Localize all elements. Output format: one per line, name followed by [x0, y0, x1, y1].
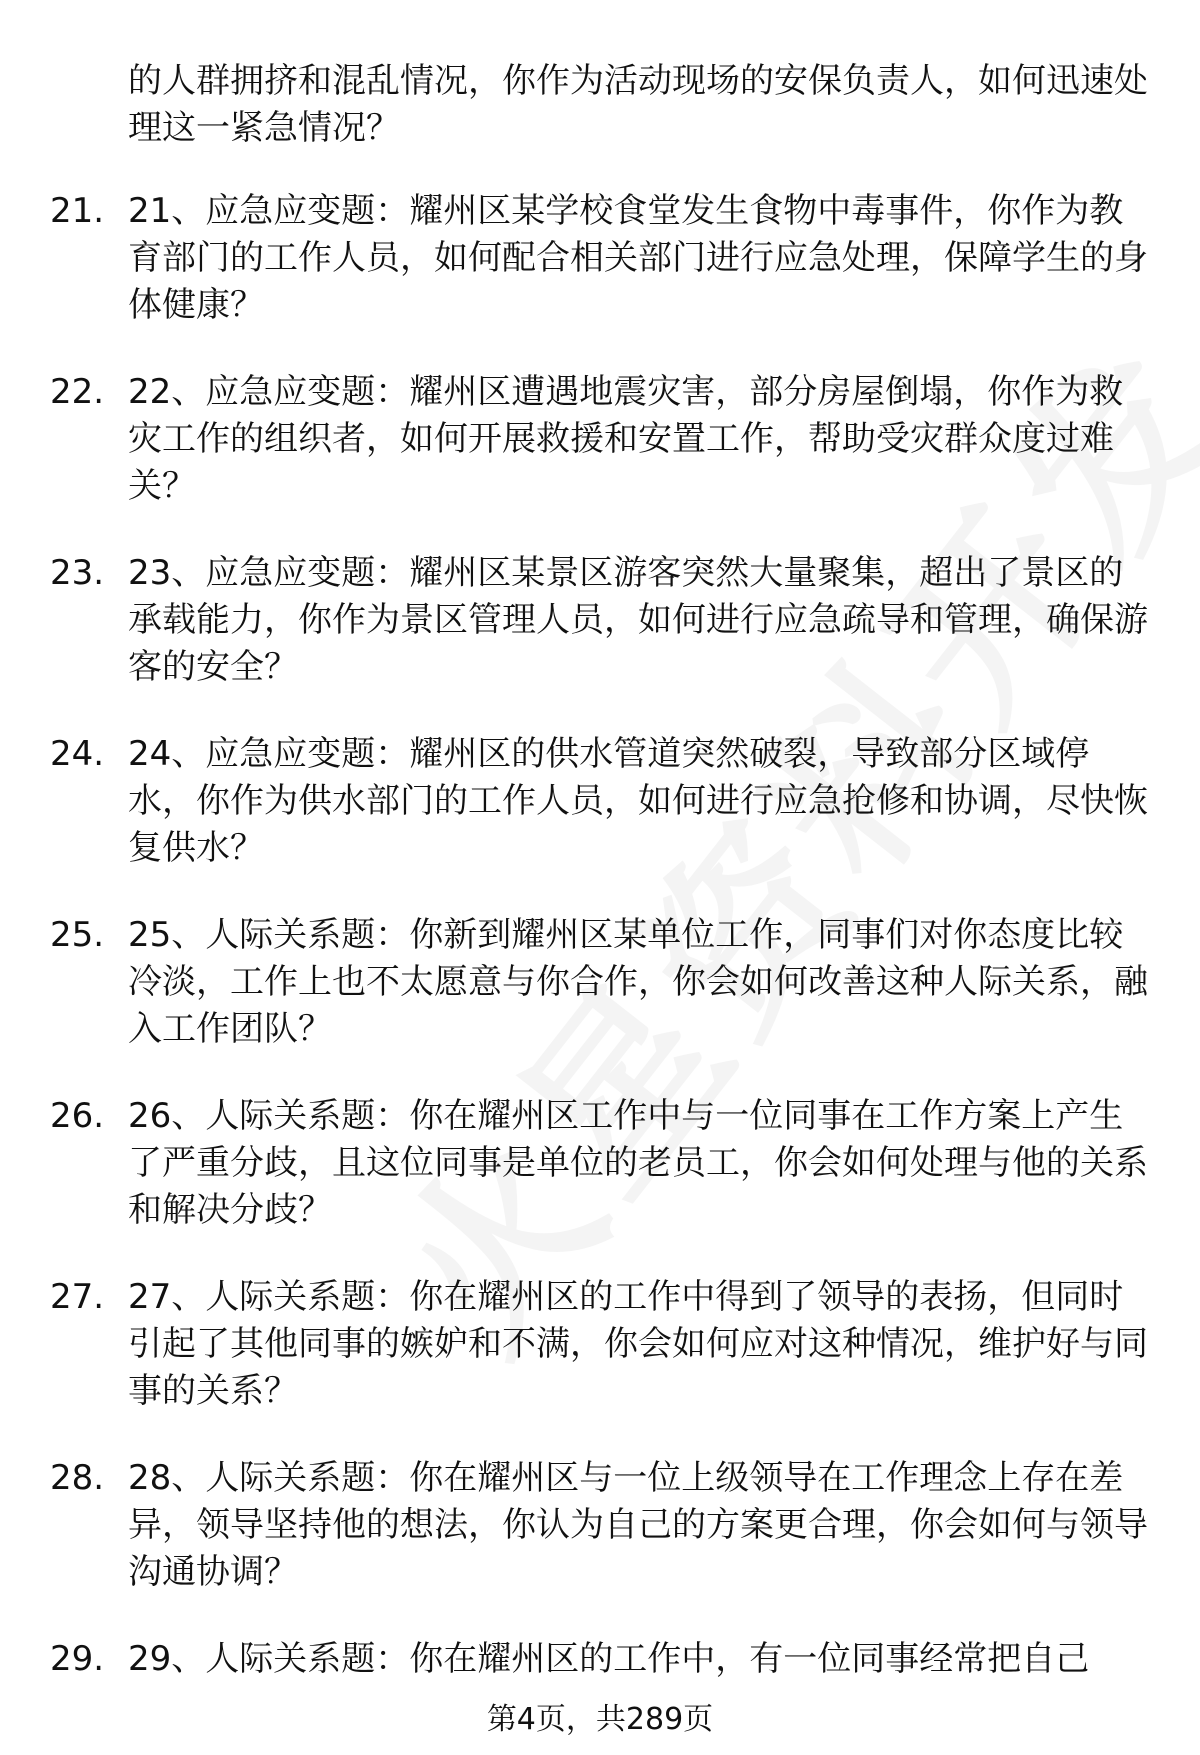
list-item-number: 29. — [50, 1639, 105, 1679]
list-item-text: 21、应急应变题：耀州区某学校食堂发生食物中毒事件，你作为教育部门的工作人员，如何配合相关部门进行应急处理，保障学生的身体健康？ — [128, 191, 1148, 325]
list-item-text: 27、人际关系题：你在耀州区的工作中得到了领导的表扬，但同时引起了其他同事的嫉妒和不满，你会如何应对这种情况，维护好与同事的关系？ — [128, 1277, 1148, 1411]
list-item-text: 25、人际关系题：你新到耀州区某单位工作，同事们对你态度比较冷淡，工作上也不太愿意与你合作，你会如何改善这种人际关系，融入工作团队？ — [128, 915, 1148, 1049]
list-item-number: 21. — [50, 191, 105, 231]
question-list — [0, 188, 1200, 1723]
list-item-number: 28. — [50, 1458, 105, 1498]
list-item — [0, 550, 1200, 691]
list-item-text: 28、人际关系题：你在耀州区与一位上级领导在工作理念上存在差异，领导坚持他的想法，你认为自己的方案更合理，你会如何与领导沟通协调？ — [128, 1458, 1148, 1592]
continued-paragraph: 的人群拥挤和混乱情况，你作为活动现场的安保负责人，如何迅速处理这一紧急情况？ — [128, 61, 1148, 148]
list-item — [0, 731, 1200, 872]
list-item-number: 25. — [50, 915, 105, 955]
list-item-number: 22. — [50, 372, 105, 412]
page-number-footer: 第4页，共289页 — [486, 1702, 714, 1737]
list-item-number: 24. — [50, 734, 105, 774]
list-item-number: 26. — [50, 1096, 105, 1136]
list-item-number: 27. — [50, 1277, 105, 1317]
list-item — [0, 1274, 1200, 1415]
list-item — [0, 1636, 1200, 1683]
list-item-text: 29、人际关系题：你在耀州区的工作中，有一位同事经常把自己 — [128, 1639, 1090, 1679]
list-item — [0, 912, 1200, 1053]
list-item-text: 22、应急应变题：耀州区遭遇地震灾害，部分房屋倒塌，你作为救灾工作的组织者，如何开展救援和安置工作，帮助受灾群众度过难关？ — [128, 372, 1124, 506]
list-item — [0, 1093, 1200, 1234]
list-item — [0, 188, 1200, 329]
list-item-text: 24、应急应变题：耀州区的供水管道突然破裂，导致部分区域停水，你作为供水部门的工作人员，如何进行应急抢修和协调，尽快恢复供水？ — [128, 734, 1148, 868]
list-item — [0, 1455, 1200, 1596]
list-item-number: 23. — [50, 553, 105, 593]
list-item-text: 26、人际关系题：你在耀州区工作中与一位同事在工作方案上产生了严重分歧，且这位同事是单位的老员工，你会如何处理与他的关系和解决分歧？ — [128, 1096, 1148, 1230]
list-item — [0, 369, 1200, 510]
list-item-text: 23、应急应变题：耀州区某景区游客突然大量聚集，超出了景区的承载能力，你作为景区管理人员，如何进行应急疏导和管理，确保游客的安全？ — [128, 553, 1148, 687]
